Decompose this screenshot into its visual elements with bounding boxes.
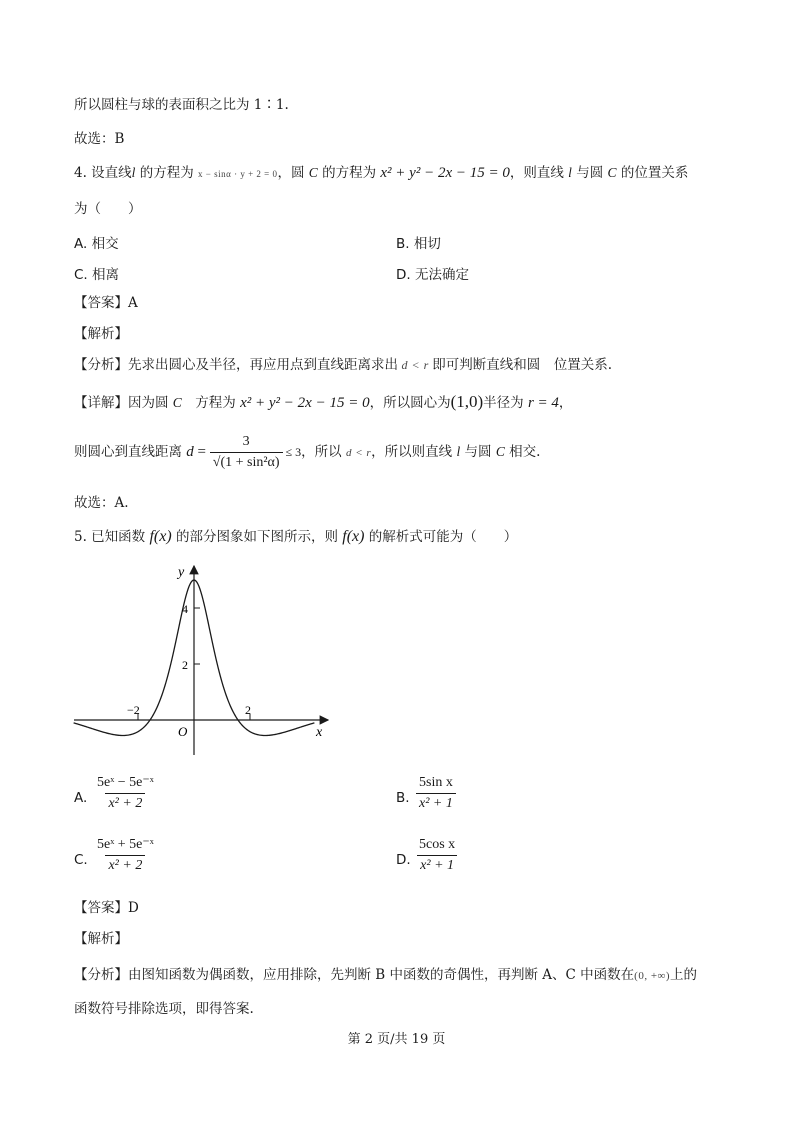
function-f: f(x) bbox=[149, 528, 172, 545]
choose-4 bbox=[74, 494, 129, 512]
x-tick-label-neg2: −2 bbox=[127, 703, 140, 717]
denominator: x² + 1 bbox=[416, 793, 456, 812]
q5-option-b-fraction bbox=[416, 775, 456, 812]
fenxi-5-cont bbox=[74, 1000, 254, 1018]
text: 与圆 bbox=[571, 165, 608, 181]
text: 4. 设直线 bbox=[74, 165, 132, 181]
text: 则圆心到直线距离 bbox=[74, 444, 187, 460]
numerator: 5eˣ − 5e⁻ˣ bbox=[97, 775, 154, 790]
text: 故选：A. bbox=[74, 495, 129, 511]
text: 所以圆柱与球的表面积之比为 1∶1. bbox=[74, 97, 289, 113]
text: 【详解】因为圆 bbox=[74, 395, 173, 411]
var-l: l bbox=[456, 444, 461, 459]
origin-label: O bbox=[178, 724, 188, 739]
denominator: x² + 2 bbox=[105, 793, 145, 812]
inequality: ≤ 3 bbox=[282, 445, 302, 459]
text: 方程为 bbox=[181, 395, 241, 411]
question-5-stem bbox=[74, 528, 517, 546]
numerator: 5sin x bbox=[419, 775, 453, 790]
q5-option-c-fraction bbox=[94, 837, 157, 874]
text: 的方程为 bbox=[135, 165, 194, 181]
text: 即可判断直线和圆 位置关系. bbox=[432, 357, 613, 373]
function-graph bbox=[70, 560, 340, 760]
distance-line bbox=[74, 432, 540, 476]
q5-option-a-label: A. bbox=[74, 790, 88, 806]
x-tick-label-2: 2 bbox=[245, 703, 251, 717]
denominator: x² + 2 bbox=[105, 855, 145, 874]
radius: r = 4 bbox=[527, 395, 559, 411]
text-line bbox=[74, 96, 289, 114]
circle-equation: x² + y² − 2x − 15 = 0 bbox=[380, 165, 510, 181]
var-l: l bbox=[568, 165, 572, 180]
question-4-stem bbox=[74, 164, 688, 183]
text: 5. 已知函数 bbox=[74, 529, 150, 545]
text: ，圆 bbox=[277, 165, 309, 181]
text: 【答案】A bbox=[74, 295, 138, 311]
page-footer: 第 2 页/共 19 页 bbox=[347, 1032, 446, 1047]
text: ，所以圆心为 bbox=[369, 395, 451, 411]
text: 的方程为 bbox=[317, 165, 381, 181]
jiexi-4 bbox=[74, 325, 128, 343]
text: 上的 bbox=[670, 967, 698, 983]
option-c: C. 相离 bbox=[74, 267, 120, 283]
text: 的部分图象如下图所示，则 bbox=[171, 529, 343, 545]
text-line bbox=[74, 130, 124, 148]
y-axis-label: y bbox=[178, 565, 185, 580]
q5-option-b-label: B. bbox=[396, 790, 410, 806]
option-b: B. 相切 bbox=[396, 236, 441, 252]
text: 【解析】 bbox=[74, 931, 128, 947]
q5-option-d-label: D. bbox=[396, 852, 411, 868]
text: 故选：B bbox=[74, 131, 125, 147]
text: 的解析式可能为（ ） bbox=[364, 529, 518, 545]
answer-5 bbox=[74, 899, 139, 917]
y-tick-label-4: 4 bbox=[182, 602, 188, 616]
text: 【答案】D bbox=[74, 900, 139, 916]
var-d: d bbox=[186, 444, 194, 460]
q5-option-d-fraction bbox=[416, 837, 458, 874]
numerator: 5cos x bbox=[419, 837, 456, 852]
function-f: f(x) bbox=[342, 528, 365, 545]
var-C: C bbox=[607, 165, 617, 180]
x-axis-label: x bbox=[316, 725, 323, 740]
var-l: l bbox=[131, 165, 136, 180]
circle-center: (1,0) bbox=[450, 392, 484, 411]
denominator: x² + 1 bbox=[417, 855, 457, 874]
distance-fraction bbox=[210, 434, 283, 471]
text: 【分析】由图知函数为偶函数，应用排除，先判断 B 中函数的奇偶性，再判断 A、C 中函数在 bbox=[74, 967, 635, 983]
q5-option-a-fraction bbox=[94, 775, 157, 812]
text: 相交. bbox=[504, 444, 541, 460]
jiexi-5 bbox=[74, 930, 128, 948]
text: 的位置关系 bbox=[616, 165, 689, 181]
inequality: d < r bbox=[398, 358, 433, 372]
answer-4 bbox=[74, 294, 138, 312]
text: 函数符号排除选项，即得答案. bbox=[74, 1001, 254, 1017]
line-equation: x − sinα · y + 2 = 0 bbox=[198, 169, 278, 179]
text: 【分析】先求出圆心及半径，再应用点到直线距离求出 bbox=[74, 357, 398, 373]
var-C: C bbox=[308, 165, 318, 180]
inequality: d < r bbox=[345, 447, 372, 459]
text: ，所以 bbox=[301, 444, 346, 460]
option-d: D. 无法确定 bbox=[396, 267, 469, 283]
y-tick-label-2: 2 bbox=[182, 658, 188, 672]
text: 与圆 bbox=[460, 444, 496, 460]
circle-equation: x² + y² − 2x − 15 = 0 bbox=[240, 395, 370, 411]
equals: = bbox=[193, 444, 210, 460]
xiangjie-4 bbox=[74, 393, 572, 412]
var-C: C bbox=[172, 395, 182, 410]
text: 半径为 bbox=[483, 395, 528, 411]
denominator: √(1 + sin²α) bbox=[210, 452, 283, 471]
question-4-stem-cont bbox=[74, 200, 142, 218]
numerator: 3 bbox=[242, 434, 250, 449]
fenxi-5 bbox=[74, 966, 697, 985]
option-a: A. 相交 bbox=[74, 236, 119, 252]
text: 为（ ） bbox=[74, 201, 142, 217]
text: 【解析】 bbox=[74, 326, 128, 342]
var-C: C bbox=[495, 444, 505, 459]
fenxi-4 bbox=[74, 356, 612, 374]
text: ，所以则直线 bbox=[371, 444, 457, 460]
numerator: 5eˣ + 5e⁻ˣ bbox=[97, 837, 154, 852]
interval: (0, +∞) bbox=[634, 970, 671, 982]
q5-option-c-label: C. bbox=[74, 852, 88, 868]
text: ， bbox=[558, 395, 573, 411]
text: ，则直线 bbox=[509, 165, 569, 181]
